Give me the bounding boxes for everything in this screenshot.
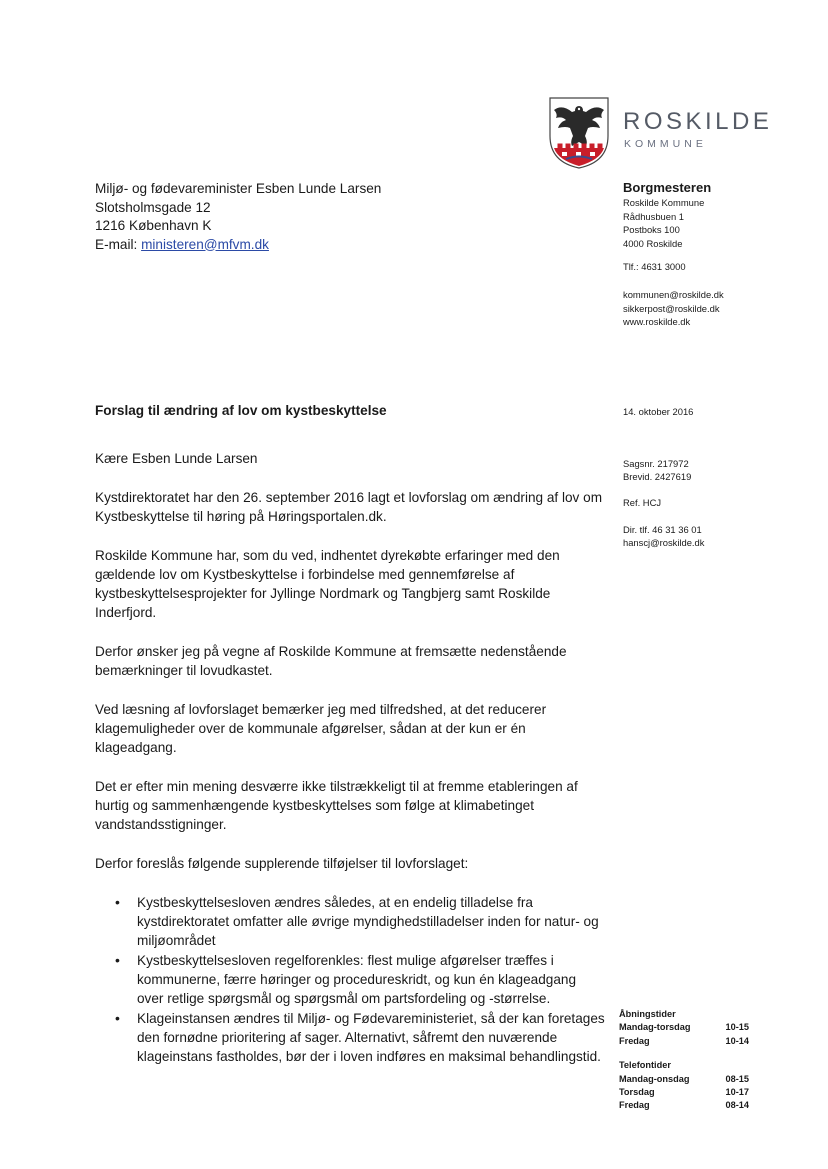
sender-org: Roskilde Kommune bbox=[623, 197, 705, 208]
recipient-name: Miljø- og fødevareminister Esben Lunde Larsen bbox=[95, 181, 382, 196]
list-item: • Klageinstansen ændres til Miljø- og Fødevareministeriet, så der kan foretages den fornødne prioritering af sager. Alternativt, såfremt den nuværende klageinstans fastholdes, bør der i loven indføres en maksimal behandlingstid. bbox=[137, 1009, 605, 1066]
recipient-email-link[interactable]: ministeren@mfvm.dk bbox=[141, 236, 269, 252]
sender-city: 4000 Roskilde bbox=[623, 237, 683, 249]
paragraph-6: Derfor foreslås følgende supplerende tilføjelser til lovforslaget: bbox=[95, 856, 469, 871]
hours-row bbox=[619, 1099, 749, 1112]
case-number: Sagsnr. 217972 bbox=[623, 458, 689, 469]
paragraph-1: Kystdirektoratet har den 26. september 2016 lagt et lovforslag om ændring af lov om Kystbeskyttelse til høring på Høringsportalen.dk. bbox=[95, 490, 603, 524]
paragraph-5: Det er efter min mening desværre ikke tilstrækkeligt til at fremme etableringen af hurtig og sammenhængende kystbeskyttelses som følge at klimabetinget vandstandsstigninger. bbox=[95, 779, 578, 832]
proposal-list bbox=[95, 893, 605, 1066]
letter-subject: Forslag til ændring af lov om kystbeskyttelse bbox=[95, 403, 387, 418]
direct-phone: Dir. tlf. 46 31 36 01 bbox=[623, 523, 702, 535]
direct-email[interactable]: hanscj@roskilde.dk bbox=[623, 536, 705, 548]
sender-email-kommunen[interactable]: kommunen@roskilde.dk bbox=[623, 288, 724, 300]
hours-row bbox=[619, 1035, 749, 1048]
phone-hours-title: Telefontider bbox=[619, 1060, 671, 1071]
paragraph-2: Roskilde Kommune har, som du ved, indhentet dyrekøbte erfaringer med den gældende lov om Kystbeskyttelse i forbindelse med gennemførelse af kystbeskyttelsesprojekter for Jyllinge Nordmark og Tangbjerg samt Roskilde Inderfjord. bbox=[95, 548, 560, 620]
recipient-email-label: E-mail: bbox=[95, 236, 142, 252]
sender-street: Rådhusbuen 1 bbox=[623, 210, 684, 222]
brand-name: ROSKILDE bbox=[623, 108, 773, 135]
opening-hours bbox=[619, 1008, 749, 1113]
hours-time: 10-15 bbox=[725, 1022, 749, 1033]
sender-postbox: Postboks 100 bbox=[623, 224, 680, 236]
hours-day: Fredag bbox=[619, 1100, 650, 1111]
sender-phone: Tlf.: 4631 3000 bbox=[623, 261, 686, 273]
recipient-street: Slotsholmsgade 12 bbox=[95, 199, 211, 215]
hours-row bbox=[619, 1021, 749, 1034]
hours-time: 10-14 bbox=[725, 1035, 749, 1046]
hours-time: 08-15 bbox=[725, 1073, 749, 1084]
roskilde-coat-of-arms-logo bbox=[548, 96, 610, 170]
hours-day: Torsdag bbox=[619, 1087, 655, 1098]
list-item: • Kystbeskyttelsesloven regelforenkles: flest mulige afgørelser træffes i kommunerne, færre høringer og procedureskridt, og kun én klageadgang over retlige spørgsmål og spørgsmål om partsfordeling og -størrelse. bbox=[137, 951, 605, 1008]
greeting: Kære Esben Lunde Larsen bbox=[95, 451, 258, 466]
hours-day: Mandag-torsdag bbox=[619, 1022, 691, 1033]
recipient-email-line bbox=[95, 236, 381, 255]
hours-row bbox=[619, 1086, 749, 1099]
hours-time: 08-14 bbox=[725, 1100, 749, 1111]
reference: Ref. HCJ bbox=[623, 497, 662, 509]
paragraph-3: Derfor ønsker jeg på vegne af Roskilde Kommune at fremsætte nedenstående bemærkninger til lovudkastet. bbox=[95, 644, 567, 678]
letter-date: 14. oktober 2016 bbox=[623, 406, 694, 417]
letter-id: Brevid. 2427619 bbox=[623, 471, 692, 483]
list-item: • Kystbeskyttelsesloven ændres således, at en endelig tilladelse fra kystdirektoratet omfatter alle øvrige myndighedstilladelser inden for natur- og miljøområdet bbox=[137, 893, 605, 950]
paragraph-4: Ved læsning af lovforslaget bemærker jeg med tilfredshed, at det reducerer klagemuligheder over de kommunale afgørelser, sådan at der kun er én klageadgang. bbox=[95, 702, 547, 755]
sender-website[interactable]: www.roskilde.dk bbox=[623, 316, 691, 328]
case-metadata bbox=[623, 457, 704, 549]
sender-block bbox=[623, 180, 724, 329]
recipient-city: 1216 København K bbox=[95, 218, 212, 233]
opening-hours-title: Åbningstider bbox=[619, 1009, 676, 1019]
hours-row bbox=[619, 1073, 749, 1086]
hours-time: 10-17 bbox=[725, 1087, 749, 1098]
hours-day: Fredag bbox=[619, 1035, 650, 1046]
sender-email-sikkerpost[interactable]: sikkerpost@roskilde.dk bbox=[623, 302, 720, 314]
recipient-address bbox=[95, 180, 381, 254]
hours-day: Mandag-onsdag bbox=[619, 1073, 690, 1084]
sender-title: Borgmesteren bbox=[623, 180, 712, 195]
brand-subtitle: KOMMUNE bbox=[624, 138, 707, 150]
letter-body bbox=[95, 449, 605, 1067]
